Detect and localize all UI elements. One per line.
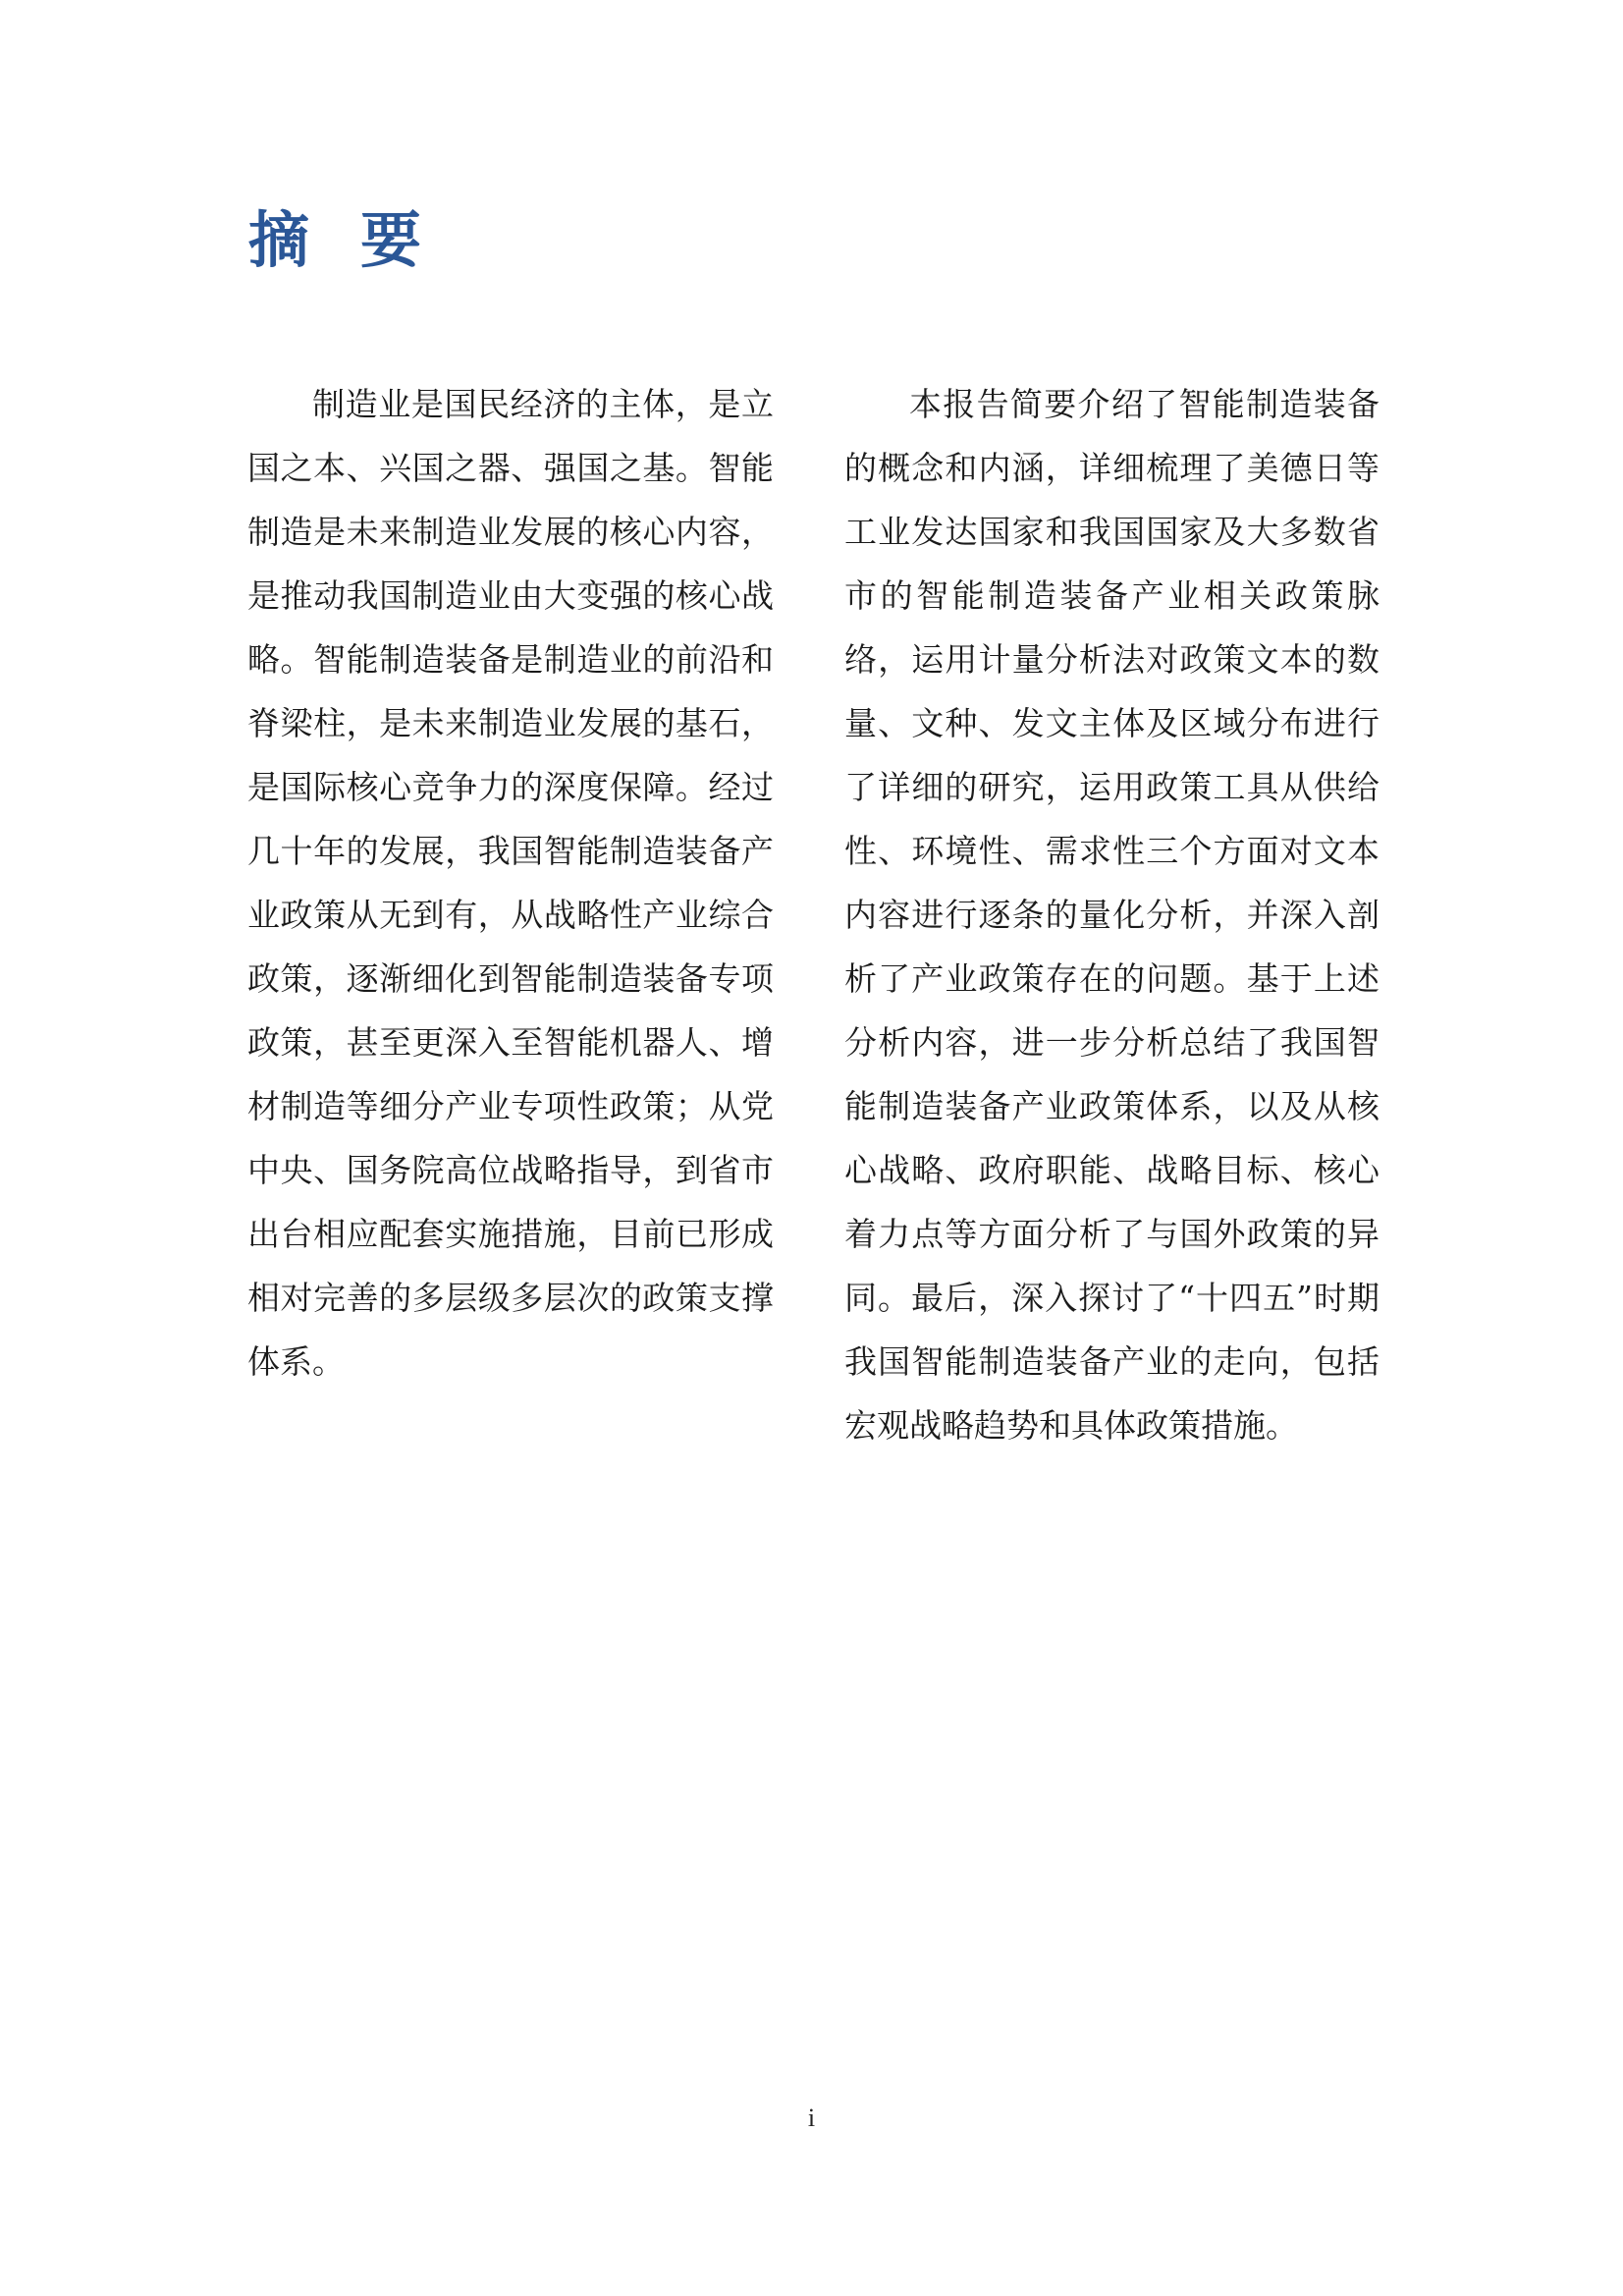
abstract-paragraph-right: 本报告简要介绍了智能制造装备的概念和内涵，详细梳理了美德日等工业发达国家和我国国家及大多数省市的智能制造装备产业相关政策脉络，运用计量分析法对政策文本的数量、文种、发文主体及区域分布进行了详细的研究，运用政策工具从供给性、环境性、需求性三个方面对文本内容进行逐条的量化分析，并深入剖析了产业政策存在的问题。基于上述分析内容，进一步分析总结了我国智能制造装备产业政策体系，以及从核心战略、政府职能、战略目标、核心着力点等方面分析了与国外政策的异同。最后，深入探讨了“十四五”时期我国智能制造装备产业的走向，包括宏观战略趋势和具体政策措施。 bbox=[844, 385, 1380, 1445]
abstract-paragraph-left: 制造业是国民经济的主体，是立国之本、兴国之器、强国之基。智能制造是未来制造业发展的核心内容，是推动我国制造业由大变强的核心战略。智能制造装备是制造业的前沿和脊梁柱，是未来制造业发展的基石，是国际核心竞争力的深度保障。经过几十年的发展，我国智能制造装备产业政策从无到有，从战略性产业综合政策，逐渐细化到智能制造装备专项政策，甚至更深入至智能机器人、增材制造等细分产业专项性政策；从党中央、国务院高位战略指导，到省市出台相应配套实施措施，目前已形成相对完善的多层级多层次的政策支撑体系。 bbox=[247, 385, 774, 1381]
page-number: i bbox=[807, 2104, 816, 2132]
page-title: 摘要 bbox=[248, 204, 473, 276]
